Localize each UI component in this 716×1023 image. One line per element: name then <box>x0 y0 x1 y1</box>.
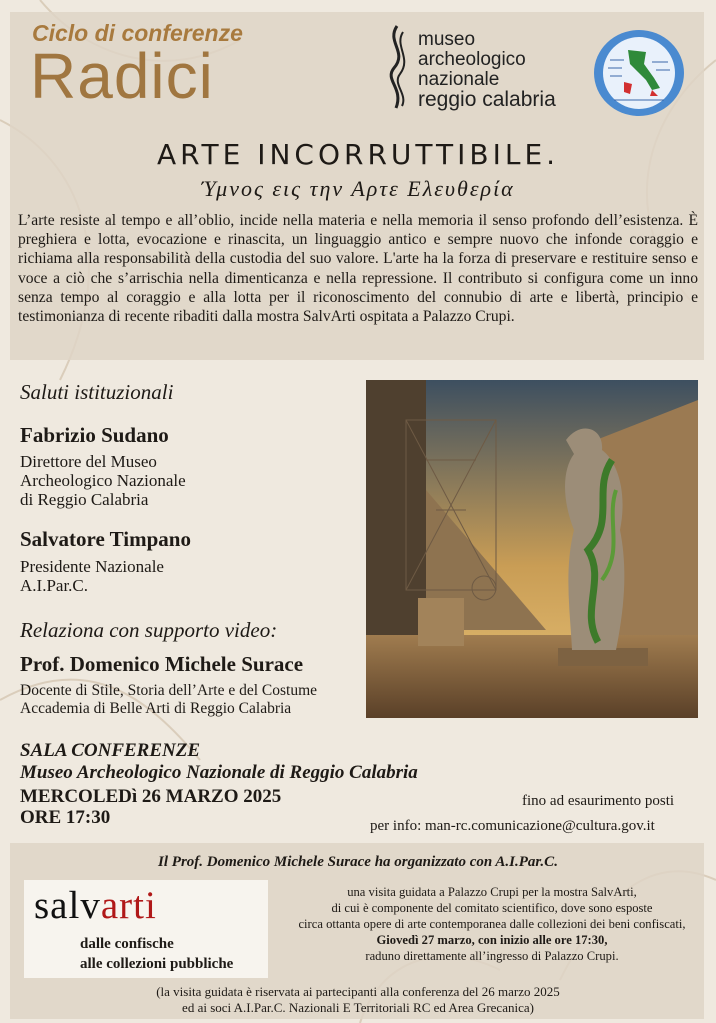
seats-note: fino ad esaurimento posti <box>522 793 675 809</box>
salvarti-logo <box>34 886 157 925</box>
aiparc-logo <box>594 30 684 116</box>
visit-line-date: Giovedì 27 marzo, con inizio alle ore 17:30, <box>376 933 608 947</box>
organized-heading: Il Prof. Domenico Michele Surace ha organizzato con A.I.Par.C. <box>158 854 558 870</box>
visit-line: raduno direttamente all’ingresso di Palazzo Crupi. <box>365 949 619 963</box>
salvarti-sub-line: alle collezioni pubbliche <box>80 956 234 972</box>
speaker-role-2 <box>20 557 164 595</box>
role-line: di Reggio Calabria <box>20 490 149 509</box>
brand-title: Radici <box>30 40 214 112</box>
visit-line: circa ottanta opere di arte contemporanea dalle collezioni dei beni confiscati, <box>298 917 686 931</box>
speaker-role-1 <box>20 452 186 509</box>
role-line: A.I.Par.C. <box>20 576 88 595</box>
greetings-heading: Saluti istituzionali <box>20 380 174 404</box>
role-line: Archeologico Nazionale <box>20 471 186 490</box>
series-label: Ciclo di conferenze <box>32 20 243 46</box>
museum-line-3: nazionale <box>418 69 500 90</box>
event-date: MERCOLEDì 26 MARZO 2025 <box>20 786 282 807</box>
museum-logo-text <box>418 30 556 110</box>
speaker-name-1: Fabrizio Sudano <box>20 423 169 447</box>
note-line: ed ai soci A.I.Par.C. Nazionali E Territoriali RC ed Area Grecanica) <box>182 1000 534 1015</box>
role-line: Docente di Stile, Storia dell’Arte e del Costume <box>20 682 318 699</box>
venue-room: SALA CONFERENZE <box>20 740 201 761</box>
salvarti-logo-a: salv <box>34 884 101 927</box>
salvarti-subtitle <box>80 934 233 974</box>
museum-line-1: museo <box>418 29 476 50</box>
role-line: Presidente Nazionale <box>20 557 164 576</box>
reservation-note <box>0 984 716 1016</box>
note-line: (la visita guidata è riservata ai partecipanti alla conferenza del 26 marzo 2025 <box>156 984 560 999</box>
museum-logo-icon <box>380 24 414 110</box>
event-subtitle-greek: Ύμνος εις την Αρτε Ελευθερία <box>201 176 515 201</box>
venue-block <box>20 740 418 784</box>
museum-line-2: archeologico <box>418 49 526 70</box>
info-email: per info: man-rc.comunicazione@cultura.gov.it <box>370 818 655 834</box>
talk-speaker-name: Prof. Domenico Michele Surace <box>20 652 304 676</box>
talk-heading: Relaziona con supporto video: <box>20 618 278 642</box>
museum-line-4: reggio calabria <box>418 88 556 111</box>
salvarti-logo-b: arti <box>100 884 157 927</box>
intro-paragraph: L’arte resiste al tempo e all’oblio, incide nella materia e nella memoria il senso profondo dell’esistenza. È preghiera e lotta, evocazione e rinascita, un linguaggio antico e sempre nuovo che infonde coraggio e richiama alla responsabilità della custodia del suo valore. L'arte ha la forza di preservare e restituire senso e voce a ciò che s’arrischia nella dimenticanza e nella repressione. Il contributo si configura come un inno senza tempo al coraggio e alla lotta per il riconoscimento del connubio di arte e libertà, principio e testimonianza di recente ribaditi dalla mostra SalvArti ospitata a Palazzo Crupi. <box>18 212 698 326</box>
talk-speaker-role <box>20 682 317 718</box>
event-title: ARTE INCORRUTTIBILE. <box>156 138 560 171</box>
role-line: Accademia di Belle Arti di Reggio Calabria <box>20 700 292 717</box>
role-line: Direttore del Museo <box>20 452 157 471</box>
venue-place: Museo Archeologico Nazionale di Reggio Calabria <box>20 762 418 783</box>
visit-line: di cui è componente del comitato scientifico, dove sono esposte <box>331 901 653 915</box>
salvarti-sub-line: dalle confische <box>80 936 174 952</box>
event-date-block <box>20 786 281 828</box>
italy-map-icon <box>594 30 684 116</box>
visit-line: una visita guidata a Palazzo Crupi per la mostra SalvArti, <box>347 885 637 899</box>
visit-description <box>278 884 706 964</box>
event-time: ORE 17:30 <box>20 807 111 828</box>
statue-artwork-image <box>366 380 698 718</box>
speaker-name-2: Salvatore Timpano <box>20 527 191 551</box>
